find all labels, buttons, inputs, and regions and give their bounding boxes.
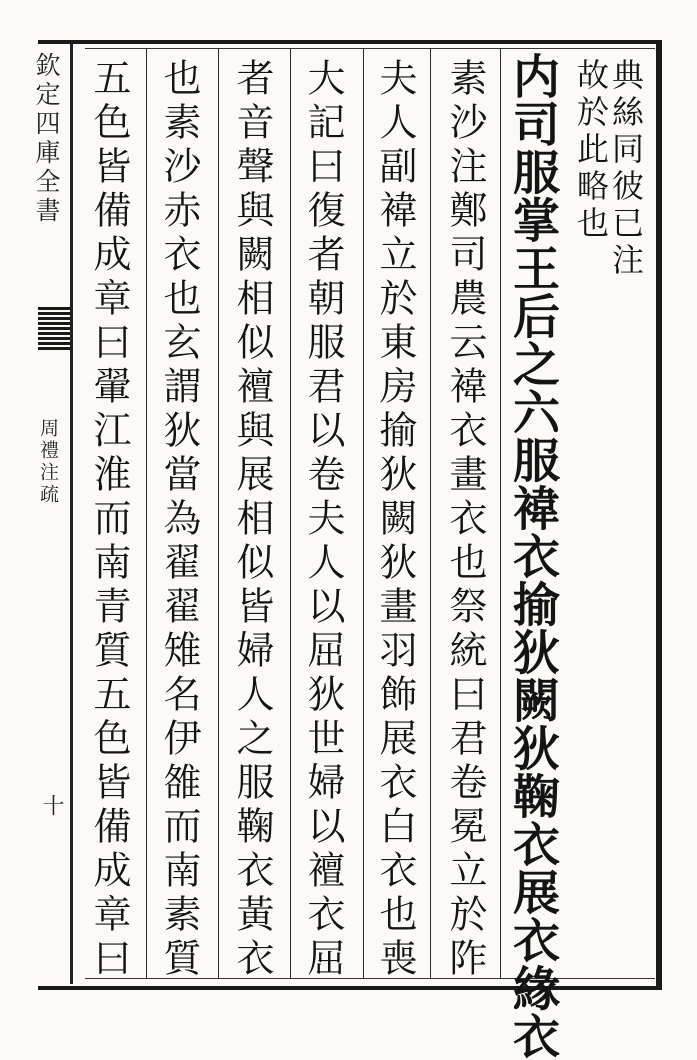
column-rule bbox=[146, 48, 147, 978]
commentary-column-2: 夫人副褘立於東房揄狄闕狄畫羽飾展衣白衣也喪 bbox=[373, 58, 417, 982]
fish-tail-ornament bbox=[38, 306, 70, 350]
note-column-1: 典絲同彼已注 bbox=[607, 58, 645, 280]
text-block-top-rule bbox=[85, 48, 655, 49]
commentary-column-6: 五色皆備成章曰翬江淮而南青質五色皆備成章曰 bbox=[87, 58, 131, 982]
column-rule bbox=[363, 48, 364, 978]
commentary-column-5: 也素沙赤衣也玄謂狄當為翟翟雉名伊雒而南素質 bbox=[157, 58, 201, 982]
column-rule bbox=[218, 48, 219, 978]
main-text-column: 内司服掌王后之六服褘衣揄狄闕狄鞠衣展衣緣衣 bbox=[505, 52, 560, 1060]
commentary-column-4: 者音聲與闕相似襢與展相似皆婦人之服鞠衣黃衣 bbox=[230, 58, 274, 982]
margin-book-title: 周禮注疏 bbox=[37, 418, 59, 506]
margin-divider bbox=[70, 44, 73, 984]
margin-collection-title: 欽定四庫全書 bbox=[32, 52, 61, 226]
margin-page-number: 十 bbox=[39, 794, 64, 820]
commentary-column-3: 大記曰復者朝服君以卷夫人以屈狄世婦以襢衣屈 bbox=[301, 58, 345, 982]
column-rule bbox=[290, 48, 291, 978]
column-rule bbox=[430, 48, 431, 978]
note-column-2: 故於此略也 bbox=[572, 58, 610, 243]
commentary-column-1: 素沙注鄭司農云褘衣畫衣也祭統曰君卷冕立於阼 bbox=[443, 58, 487, 982]
page-border bbox=[38, 40, 662, 990]
column-rule bbox=[500, 48, 501, 978]
